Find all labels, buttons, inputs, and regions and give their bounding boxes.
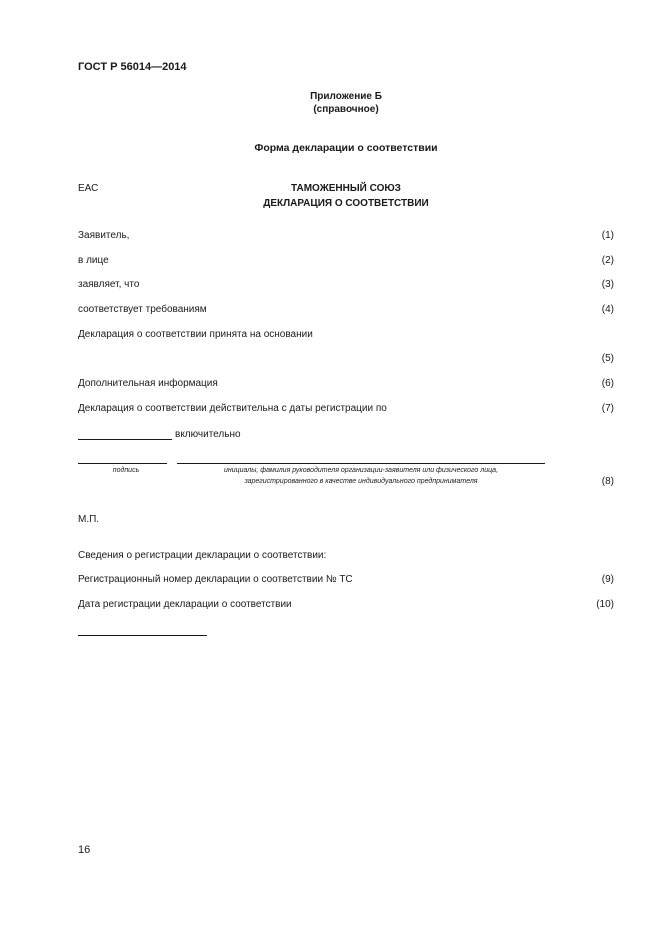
registration-date-number: (10) (596, 599, 614, 610)
row-applicant-label: Заявитель, (78, 230, 130, 241)
eac-mark: ЕАС (78, 183, 99, 194)
name-blank-line (177, 463, 545, 464)
row-person-number: (2) (601, 255, 614, 266)
document-standard-code: ГОСТ Р 56014—2014 (78, 61, 187, 73)
row-complies-label: соответствует требованиям (78, 304, 207, 315)
signature-blank-line (78, 463, 167, 464)
valid-until-blank-line (78, 439, 172, 440)
row-basis-number: (5) (601, 353, 614, 364)
row-declares-number: (3) (601, 279, 614, 290)
row-additional-label: Дополнительная информация (78, 378, 218, 389)
row-complies-number: (4) (601, 304, 614, 315)
footnote-separator (78, 635, 207, 636)
appendix-title: Приложение Б (310, 91, 382, 102)
row-person-label: в лице (78, 255, 109, 266)
row-valid-label: Декларация о соответствии действительна с даты регистрации по (78, 403, 387, 414)
stamp-place-label: М.П. (78, 514, 100, 525)
row-declares-label: заявляет, что (78, 279, 140, 290)
registration-number-number: (9) (601, 574, 614, 585)
form-title: Форма декларации о соответствии (254, 142, 438, 154)
registration-heading: Сведения о регистрации декларации о соответствии: (78, 550, 327, 561)
registration-number-label: Регистрационный номер декларации о соответствии № ТС (78, 574, 353, 585)
row-additional-number: (6) (601, 378, 614, 389)
name-caption-line1: инициалы, фамилия руководителя организации-заявителя или физического лица, (223, 467, 499, 474)
appendix-subtitle: (справочное) (313, 104, 379, 115)
union-title: ТАМОЖЕННЫЙ СОЮЗ (291, 183, 401, 194)
declaration-title: ДЕКЛАРАЦИЯ О СООТВЕТСТВИИ (263, 198, 429, 209)
signature-caption: подпись (112, 467, 140, 474)
signature-number: (8) (601, 476, 614, 487)
row-applicant-number: (1) (601, 230, 614, 241)
row-basis-label: Декларация о соответствии принята на основании (78, 329, 313, 340)
row-valid-number: (7) (601, 403, 614, 414)
row-inclusive-label: включительно (175, 429, 241, 440)
page-number: 16 (78, 844, 91, 856)
name-caption-line2: зарегистрированного в качестве индивидуального предпринимателя (244, 478, 478, 485)
registration-date-label: Дата регистрации декларации о соответствии (78, 599, 292, 610)
